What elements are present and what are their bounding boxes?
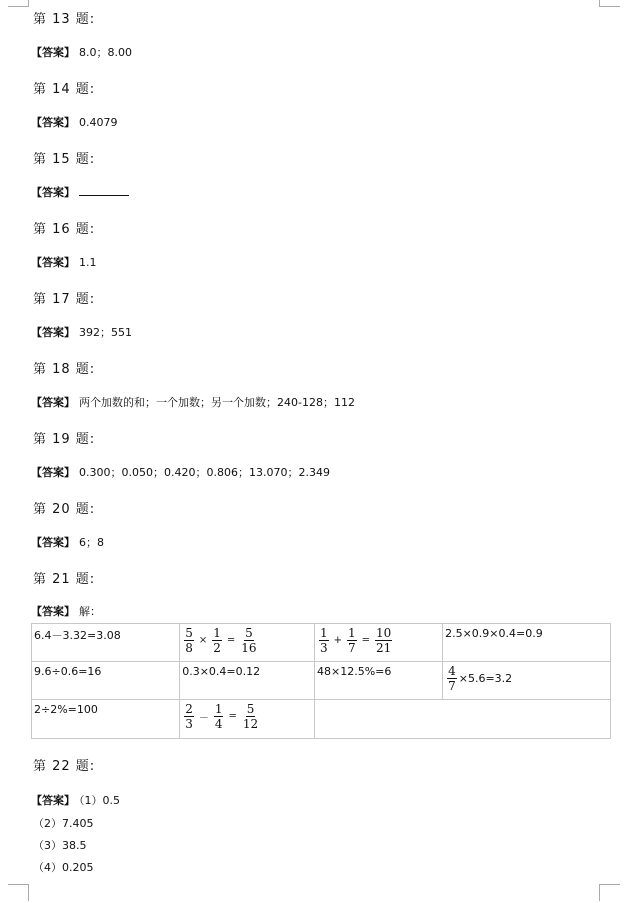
question-21-answer	[31, 603, 101, 619]
question-15-title: 第 15 题:	[33, 152, 96, 167]
answer-text: 8.0；8.00	[79, 46, 132, 59]
calc-expression: 2÷2%=100	[34, 703, 98, 716]
question-15-answer	[31, 184, 129, 200]
question-16-answer	[31, 254, 97, 270]
fraction: $\frac{1}{2}$	[213, 626, 221, 655]
question-22-part-3: （3）38.5	[33, 839, 87, 852]
question-21-title: 第 21 题:	[33, 572, 96, 587]
answer-tag: 【答案】	[31, 116, 75, 129]
answer-text: 解：	[79, 605, 101, 618]
answer-text: 1.1	[79, 256, 97, 269]
fraction-expression: $\frac{4}{7}$ ×5.6=3.2	[448, 664, 513, 693]
answer-text: 6；8	[79, 536, 104, 549]
question-22-part-2: （2）7.405	[33, 817, 94, 830]
table-cell	[443, 624, 611, 662]
crop-mark-bottom-left	[8, 884, 29, 901]
question-13-answer	[31, 44, 132, 60]
table-cell	[314, 624, 442, 662]
answer-text: （1）0.5	[79, 794, 120, 807]
fraction: $\frac{4}{7}$	[448, 664, 456, 693]
fraction: $\frac{5}{16}$	[241, 626, 257, 655]
fraction: $\frac{5}{12}$	[242, 702, 259, 731]
answer-tag: 【答案】	[31, 186, 75, 199]
question-19-answer	[31, 464, 330, 480]
fraction: $\frac{1}{7}$	[348, 626, 356, 655]
calc-expression: 48×12.5%=6	[316, 665, 392, 678]
answer-tag: 【答案】	[31, 256, 75, 269]
table-cell	[180, 700, 315, 739]
answer-tag: 【答案】	[31, 396, 75, 409]
fraction: $\frac{2}{3}$	[185, 702, 193, 731]
question-22-title: 第 22 题:	[33, 759, 96, 774]
crop-mark-top-right	[599, 0, 620, 7]
crop-mark-top-left	[8, 0, 29, 7]
answer-tag: 【答案】	[31, 605, 75, 618]
calc-expression: 0.3×0.4=0.12	[182, 665, 261, 678]
fraction: $\frac{10}{21}$	[376, 626, 392, 655]
question-20-title: 第 20 题:	[33, 502, 96, 517]
crop-mark-bottom-right	[599, 884, 620, 901]
table-cell	[180, 624, 315, 662]
table-cell	[32, 662, 180, 700]
answer-text: 两个加数的和；一个加数；另一个加数；240-128；112	[79, 396, 355, 409]
question-18-answer	[31, 394, 355, 410]
question-22-answer	[31, 792, 120, 808]
question-19-title: 第 19 题:	[33, 432, 96, 447]
table-row	[32, 700, 611, 739]
fraction: $\frac{5}{8}$	[185, 626, 193, 655]
calculation-table	[31, 623, 611, 739]
question-14-answer	[31, 114, 118, 130]
table-cell	[32, 700, 180, 739]
calc-expression: 9.6÷0.6=16	[34, 665, 102, 678]
table-cell	[32, 624, 180, 662]
answer-text: 0.4079	[79, 116, 118, 129]
answer-tag: 【答案】	[31, 466, 75, 479]
table-cell	[180, 662, 315, 700]
fraction: $\frac{1}{3}$	[319, 626, 328, 655]
question-18-title: 第 18 题:	[33, 362, 96, 377]
answer-text: 392；551	[79, 326, 132, 339]
question-16-title: 第 16 题:	[33, 222, 96, 237]
question-20-answer	[31, 534, 104, 550]
calc-expression: 6.4－3.32=3.08	[34, 629, 121, 642]
answer-tag: 【答案】	[31, 794, 75, 807]
fraction-expression: $\frac{1}{3}$ + $\frac{1}{7}$ = $\frac{10}{21}$	[319, 626, 392, 655]
fraction-expression: $\frac{2}{3}$ － $\frac{1}{4}$ = $\frac{5}{12}$	[185, 702, 259, 731]
calc-expression: 2.5×0.9×0.4=0.9	[445, 627, 543, 640]
question-17-answer	[31, 324, 132, 340]
table-cell	[443, 662, 611, 700]
answer-text: 0.300；0.050；0.420；0.806；13.070；2.349	[79, 466, 330, 479]
answer-tag: 【答案】	[31, 536, 75, 549]
table-cell	[314, 662, 442, 700]
question-17-title: 第 17 题:	[33, 292, 96, 307]
table-row	[32, 624, 611, 662]
fraction-expression: $\frac{5}{8}$ × $\frac{1}{2}$ = $\frac{5}{16}$	[185, 626, 257, 655]
answer-tag: 【答案】	[31, 326, 75, 339]
table-cell-empty	[314, 700, 610, 739]
question-14-title: 第 14 题:	[33, 82, 96, 97]
question-22-part-4: （4）0.205	[33, 861, 94, 874]
answer-tag: 【答案】	[31, 46, 75, 59]
answer-blank-line	[79, 186, 129, 196]
fraction: $\frac{1}{4}$	[214, 702, 223, 731]
table-row	[32, 662, 611, 700]
question-13-title: 第 13 题:	[33, 12, 96, 27]
